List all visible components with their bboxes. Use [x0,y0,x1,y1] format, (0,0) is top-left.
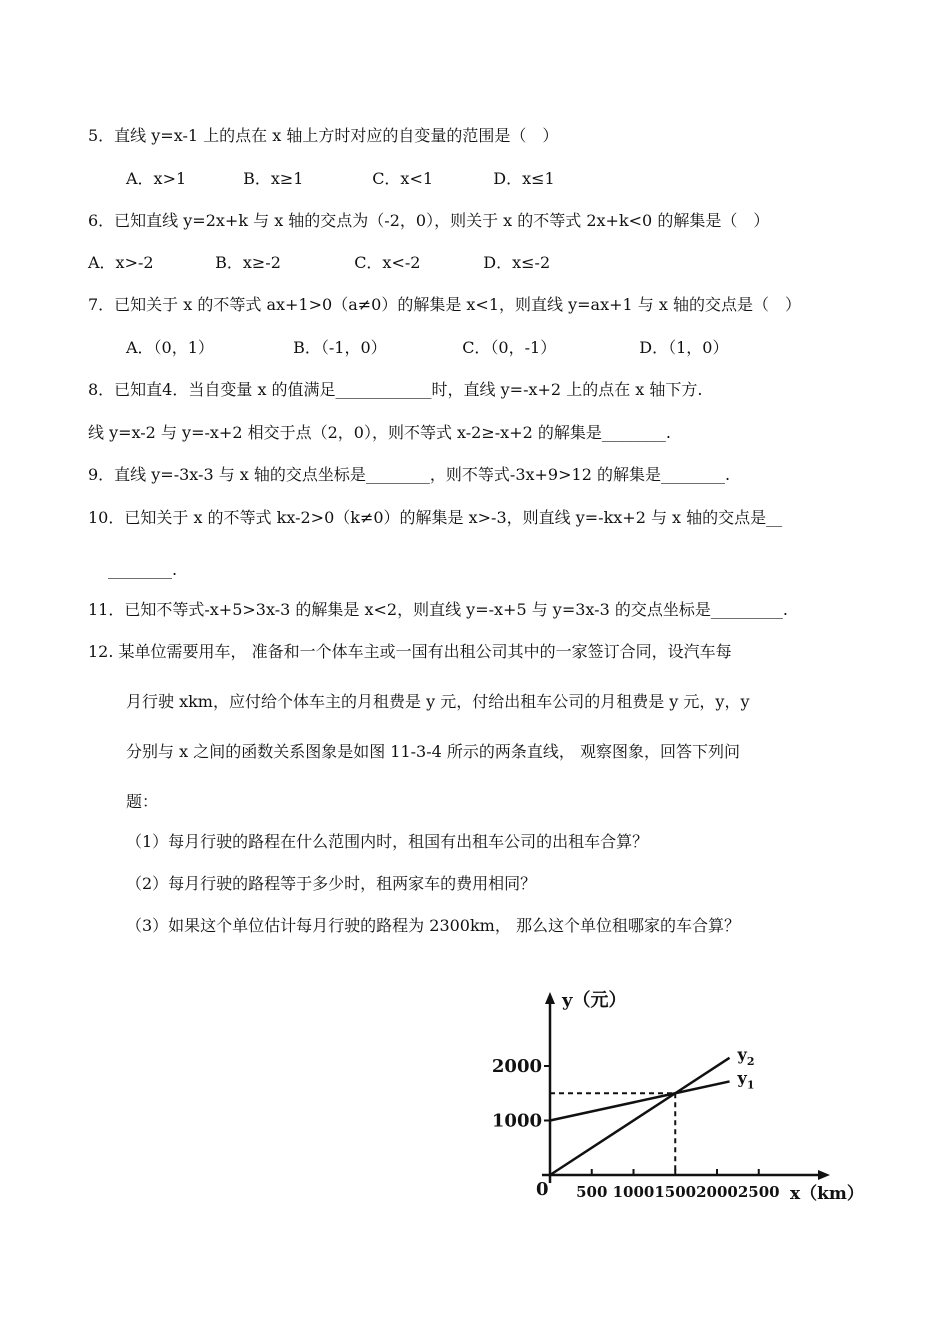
series-label-y2: $y_2$ [737,1044,755,1068]
q5-stem: 5．直线 y=x-1 上的点在 x 轴上方时对应的自变量的范围是（ ） [88,126,559,145]
x-tick-label: 500 [576,1183,608,1201]
x-tick-label: 2000 [696,1183,738,1201]
q7-option-a: A．（0，1） [126,338,214,357]
y-axis-label: y（元） [562,990,627,1011]
q7-option-d: D．（1，0） [639,338,729,357]
x-tick-label: 2500 [737,1183,780,1201]
q10-line-1: 10．已知关于 x 的不等式 kx-2>0（k≠0）的解集是 x>-3，则直线 y=-kx+2 与 x 轴的交点是__ [88,508,783,527]
q8-line-2: 线 y=x-2 与 y=-x+2 相交于点（2，0），则不等式 x-2≥-x+2 的解集是________. [88,423,671,442]
q12-line-2: 月行驶 xkm，应付给个体车主的月租费是 y 元，付给出租车公司的月租费是 y 元，y，y [126,692,750,711]
q10-line-2: ________. [108,560,178,579]
chart-figure [490,980,870,1210]
question-11: 11．已知不等式-x+5>3x-3 的解集是 x<2，则直线 y=-x+5 与 y=3x-3 的交点坐标是_________. [88,600,788,619]
q6-option-d: D．x≤-2 [483,253,551,272]
y-tick-label: 1000 [491,1110,542,1132]
series-line-y2 [550,1058,730,1175]
q12-line-1: 12. 某单位需要用车， 准备和一个体车主或一国有出租公司其中的一家签订合同，设汽车每 [88,642,732,661]
q6-option-c: C．x<-2 [354,253,421,272]
q5-option-a: A．x>1 [126,169,187,188]
q7-stem: 7．已知关于 x 的不等式 ax+1>0（a≠0）的解集是 x<1，则直线 y=ax+1 与 x 轴的交点是（ ） [88,295,801,314]
q5-option-c: C．x<1 [372,169,434,188]
series-label-y1: $y_1$ [737,1068,755,1092]
y-axis-arrow [545,992,555,1004]
question-9: 9．直线 y=-3x-3 与 x 轴的交点坐标是________，则不等式-3x+9>12 的解集是________. [88,465,731,484]
q5-option-b: B．x≥1 [243,169,304,188]
q12-sub-1: （1）每月行驶的路程在什么范围内时，租国有出租车公司的出租车合算？ [126,832,649,851]
origin-label: 0 [536,1179,549,1200]
x-tick-label: 1000 [612,1183,655,1201]
x-axis-label: x（km） [790,1184,864,1204]
q8-line-1: 8．已知直4．当自变量 x 的值满足____________时，直线 y=-x+2 上的点在 x 轴下方. [88,380,703,399]
q5-options [126,169,555,189]
q6-options [88,253,550,273]
series-line-y1 [550,1081,730,1120]
q7-options [126,338,728,358]
q5-option-d: D．x≤1 [493,169,555,188]
q12-line-4: 题： [126,792,159,811]
q12-line-3: 分别与 x 之间的函数关系图象是如图 11-3-4 所示的两条直线， 观察图象，回答下列问 [126,742,740,761]
q6-option-b: B．x≥-2 [215,253,281,272]
y-tick-label: 2000 [491,1056,542,1077]
q12-sub-2: （2）每月行驶的路程等于多少时，租两家车的费用相同？ [126,874,537,893]
q12-sub-3: （3）如果这个单位估计每月行驶的路程为 2300km， 那么这个单位租哪家的车合算？ [126,916,740,935]
q6-option-a: A．x>-2 [88,253,154,272]
q7-option-c: C．（0，-1） [462,338,557,357]
q6-stem: 6．已知直线 y=2x+k 与 x 轴的交点为（-2，0），则关于 x 的不等式 2x+k<0 的解集是（ ） [88,211,770,230]
q7-option-b: B．（-1，0） [293,338,387,357]
x-axis-arrow [818,1170,830,1180]
x-tick-label: 1500 [654,1183,697,1201]
